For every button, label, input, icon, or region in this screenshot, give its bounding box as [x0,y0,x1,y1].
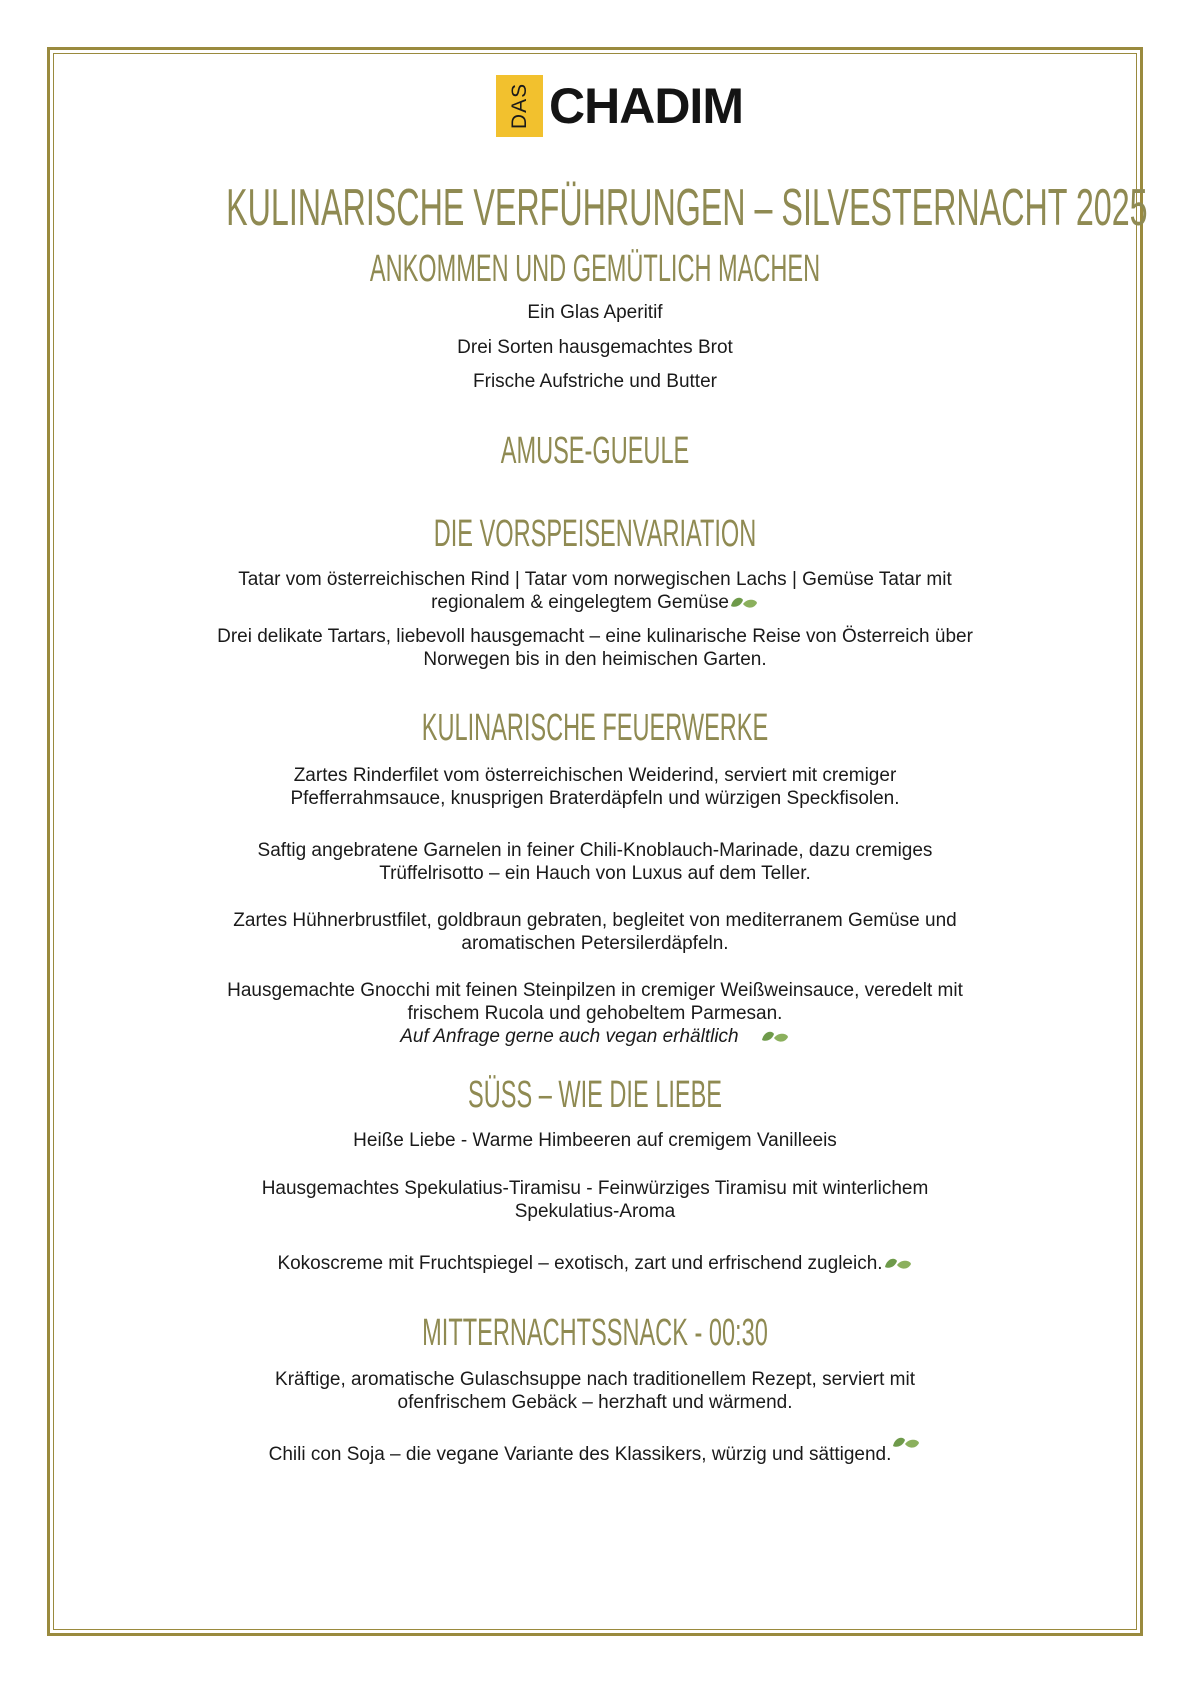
section-heading-starters: DIE VORSPEISENVARIATION [433,513,757,555]
section-heading-arrival: ANKOMMEN UND GEMÜTLICH MACHEN [369,248,821,290]
section-heading-amuse: AMUSE-GUEULE [500,430,690,472]
menu-item: Tatar vom österreichischen Rind | Tatar vom norwegischen Lachs | Gemüse Tatar mit [238,569,952,590]
menu-item: Norwegen bis in den heimischen Garten. [423,649,767,670]
menu-item: Hausgemachtes Spekulatius-Tiramisu - Feinwürziges Tiramisu mit winterlichem [261,1178,929,1199]
menu-item: Drei Sorten hausgemachtes Brot [457,337,733,358]
menu-item-vegan [140,1442,1050,1467]
leaf-icon [760,1028,790,1046]
logo-badge [496,75,543,137]
menu-item: Zartes Hühnerbrustfilet, goldbraun gebraten, begleitet von mediterranem Gemüse und [233,910,957,931]
menu-title: KULINARISCHE VERFÜHRUNGEN – SILVESTERNACHT 2025 [226,179,1148,237]
menu-item-vegan-note [140,1024,1050,1049]
menu-item: Pfefferrahmsauce, knusprigen Braterdäpfeln und würzigen Speckfisolen. [290,788,900,809]
menu-item-vegan [140,1251,1050,1276]
logo [496,75,743,137]
menu-item-text: regionalem & eingelegtem Gemüse [431,592,729,613]
menu-item: Kräftige, aromatische Gulaschsuppe nach traditionellem Rezept, serviert mit [275,1369,915,1390]
section-heading-midnight: MITTERNACHTSSNACK - 00:30 [422,1312,768,1354]
leaf-icon [729,594,759,612]
leaf-icon [883,1255,913,1273]
logo-name: CHADIM [549,78,743,134]
logo-prefix: DAS [507,82,531,130]
vegan-note: Auf Anfrage gerne auch vegan erhältlich [400,1026,739,1047]
menu-item: Zartes Rinderfilet vom österreichischen Weiderind, serviert mit cremiger [293,765,897,786]
menu-item-text: Kokoscreme mit Fruchtspiegel – exotisch, zart und erfrischend zugleich. [277,1253,883,1274]
menu-item: frischem Rucola und gehobeltem Parmesan. [407,1003,783,1024]
leaf-icon [891,1434,921,1452]
menu-item: Frische Aufstriche und Butter [473,371,717,392]
menu-item: aromatischen Petersilerdäpfeln. [461,933,729,954]
menu-item: Spekulatius-Aroma [514,1201,676,1222]
section-heading-desserts: SÜSS – WIE DIE LIEBE [467,1074,723,1116]
menu-item: Drei delikate Tartars, liebevoll hausgemacht – eine kulinarische Reise von Österreich über [217,626,973,647]
menu-item: Trüffelrisotto – ein Hauch von Luxus auf dem Teller. [379,863,811,884]
menu-item: Heiße Liebe - Warme Himbeeren auf cremigem Vanilleeis [353,1130,837,1151]
menu-item: Ein Glas Aperitif [527,302,663,323]
menu-item-text: Chili con Soja – die vegane Variante des Klassikers, würzig und sättigend. [268,1444,892,1465]
section-heading-mains: KULINARISCHE FEUERWERKE [421,707,769,749]
menu-item: Saftig angebratene Garnelen in feiner Chili-Knoblauch-Marinade, dazu cremiges [257,840,933,861]
menu-item: ofenfrischem Gebäck – herzhaft und wärmend. [397,1392,793,1413]
menu-item-vegan [140,590,1050,615]
menu-item: Hausgemachte Gnocchi mit feinen Steinpilzen in cremiger Weißweinsauce, veredelt mit [227,980,963,1001]
